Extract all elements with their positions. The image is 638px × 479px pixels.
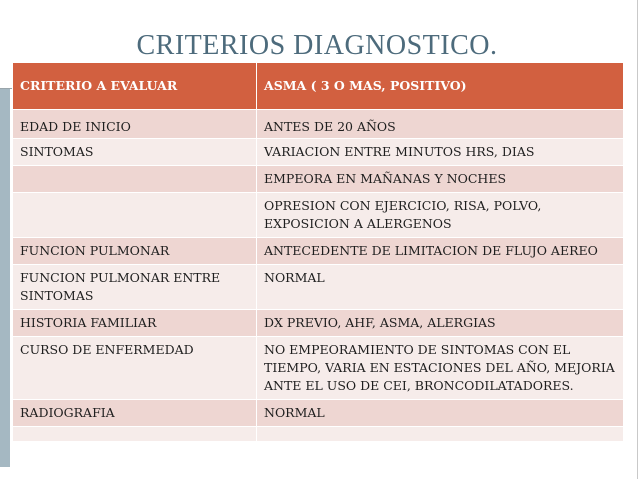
- asma-cell: ANTES DE 20 AÑOS: [257, 110, 624, 139]
- criterio-cell: CURSO DE ENFERMEDAD: [13, 337, 257, 400]
- criteria-table: [12, 62, 624, 442]
- header-asma: ASMA ( 3 O MAS, POSITIVO): [257, 63, 624, 110]
- table-row: [13, 310, 624, 337]
- asma-cell: DX PREVIO, AHF, ASMA, ALERGIAS: [257, 310, 624, 337]
- asma-cell: OPRESION CON EJERCICIO, RISA, POLVO, EXPOSICION A ALERGENOS: [257, 193, 624, 238]
- asma-cell: [257, 427, 624, 442]
- header-criterio: CRITERIO A EVALUAR: [13, 63, 257, 110]
- slide-top-rule: [0, 88, 12, 89]
- table-row: [13, 110, 624, 139]
- table-row: [13, 337, 624, 400]
- table-row: [13, 238, 624, 265]
- asma-cell: VARIACION ENTRE MINUTOS HRS, DIAS: [257, 139, 624, 166]
- asma-cell: NORMAL: [257, 400, 624, 427]
- asma-cell: EMPEORA EN MAÑANAS Y NOCHES: [257, 166, 624, 193]
- table-row: [13, 265, 624, 310]
- criterio-cell: [13, 427, 257, 442]
- asma-cell: NORMAL: [257, 265, 624, 310]
- slide-left-accent-bar: [0, 88, 10, 467]
- asma-cell: ANTECEDENTE DE LIMITACION DE FLUJO AEREO: [257, 238, 624, 265]
- criterio-cell: FUNCION PULMONAR ENTRE SINTOMAS: [13, 265, 257, 310]
- slide-title: CRITERIOS DIAGNOSTICO.: [136, 30, 498, 61]
- table-row: [13, 193, 624, 238]
- criterio-cell: [13, 166, 257, 193]
- table-row: [13, 166, 624, 193]
- criterio-cell: [13, 193, 257, 238]
- criterio-cell: HISTORIA FAMILIAR: [13, 310, 257, 337]
- table-header-row: [13, 63, 624, 110]
- asma-cell: NO EMPEORAMIENTO DE SINTOMAS CON EL TIEMPO, VARIA EN ESTACIONES DEL AÑO, MEJORIA ANTE EL USO DE CEI, BRONCODILATADORES.: [257, 337, 624, 400]
- table-row: [13, 139, 624, 166]
- criterio-cell: SINTOMAS: [13, 139, 257, 166]
- criterio-cell: FUNCION PULMONAR: [13, 238, 257, 265]
- criterio-cell: RADIOGRAFIA: [13, 400, 257, 427]
- table-row: [13, 427, 624, 442]
- table-row: [13, 400, 624, 427]
- criterio-cell: EDAD DE INICIO: [13, 110, 257, 139]
